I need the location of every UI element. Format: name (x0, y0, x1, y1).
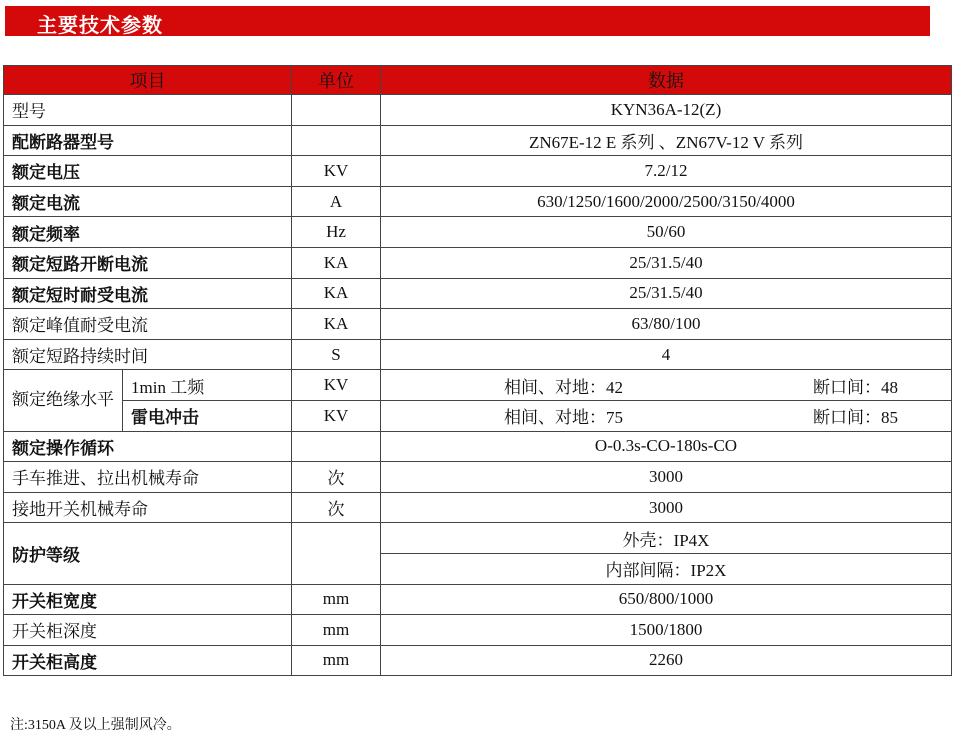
compartment-rating: 内部间隔：IP2X (381, 553, 952, 584)
insulation-item: 额定绝缘水平 (4, 370, 123, 431)
row-data: 50/60 (381, 217, 952, 248)
row-item: 额定电流 (4, 186, 292, 217)
row-item: 额定短路开断电流 (4, 247, 292, 278)
row-data: 2260 (381, 645, 952, 676)
row-item: 额定峰值耐受电流 (4, 309, 292, 340)
table-row (4, 645, 952, 676)
row-unit: Hz (292, 217, 381, 248)
insulation-sub-label: 1min 工频 (123, 370, 292, 401)
row-item: 型号 (4, 95, 292, 126)
row-unit (292, 95, 381, 126)
table-row (4, 156, 952, 187)
table-row (4, 247, 952, 278)
table-row (4, 278, 952, 309)
row-data: 1500/1800 (381, 615, 952, 646)
row-item: 额定短时耐受电流 (4, 278, 292, 309)
header-unit: 单位 (292, 66, 381, 95)
row-item: 手车推进、拉出机械寿命 (4, 462, 292, 493)
header-data: 数据 (381, 66, 952, 95)
table-row (4, 125, 952, 156)
row-item: 额定操作循环 (4, 431, 292, 462)
row-data: 4 (381, 339, 952, 370)
across-break-value: 断口间：48 (813, 377, 898, 397)
spec-table (3, 65, 952, 676)
protection-item: 防护等级 (4, 523, 292, 584)
row-data: 25/31.5/40 (381, 247, 952, 278)
table-row (4, 309, 952, 340)
row-item: 开关柜宽度 (4, 584, 292, 615)
table-row (4, 615, 952, 646)
table-row-insulation-1 (4, 370, 952, 401)
row-data (381, 400, 952, 431)
phase-to-earth-value: 相间、对地：75 (504, 408, 623, 428)
row-data: 630/1250/1600/2000/2500/3150/4000 (381, 186, 952, 217)
table-row (4, 339, 952, 370)
row-unit: 次 (292, 462, 381, 493)
section-title-banner (5, 6, 930, 36)
row-unit: KV (292, 370, 381, 401)
section-title: 主要技术参数 (37, 13, 163, 37)
table-row-insulation-2 (4, 400, 952, 431)
table-row (4, 462, 952, 493)
row-item: 额定短路持续时间 (4, 339, 292, 370)
row-data: 25/31.5/40 (381, 278, 952, 309)
row-data: 3000 (381, 462, 952, 493)
row-item: 额定电压 (4, 156, 292, 187)
row-item: 开关柜深度 (4, 615, 292, 646)
across-break-value: 断口间：85 (813, 408, 898, 428)
footnote: 注:3150A 及以上强制风冷。 (10, 718, 181, 733)
row-unit: mm (292, 645, 381, 676)
row-data: 7.2/12 (381, 156, 952, 187)
row-unit: KA (292, 309, 381, 340)
table-row (4, 492, 952, 523)
row-data: 650/800/1000 (381, 584, 952, 615)
row-data: ZN67E-12 E 系列 、ZN67V-12 V 系列 (381, 125, 952, 156)
table-row (4, 186, 952, 217)
row-unit: KA (292, 278, 381, 309)
header-item: 项目 (4, 66, 292, 95)
row-data (381, 370, 952, 401)
row-unit: A (292, 186, 381, 217)
table-header-row (4, 66, 952, 95)
row-item: 接地开关机械寿命 (4, 492, 292, 523)
row-data: 63/80/100 (381, 309, 952, 340)
row-item: 开关柜高度 (4, 645, 292, 676)
row-unit: KA (292, 247, 381, 278)
row-data: KYN36A-12(Z) (381, 95, 952, 126)
row-unit: S (292, 339, 381, 370)
insulation-sub-label: 雷电冲击 (123, 400, 292, 431)
row-unit (292, 431, 381, 462)
row-unit: 次 (292, 492, 381, 523)
table-row (4, 217, 952, 248)
row-unit: KV (292, 400, 381, 431)
enclosure-rating: 外壳：IP4X (381, 523, 952, 554)
row-unit (292, 523, 381, 584)
row-unit: mm (292, 615, 381, 646)
row-item: 配断路器型号 (4, 125, 292, 156)
row-data: O-0.3s-CO-180s-CO (381, 431, 952, 462)
row-unit (292, 125, 381, 156)
row-item: 额定频率 (4, 217, 292, 248)
table-row (4, 584, 952, 615)
row-unit: KV (292, 156, 381, 187)
table-row-protection-1 (4, 523, 952, 554)
row-unit: mm (292, 584, 381, 615)
phase-to-earth-value: 相间、对地：42 (504, 377, 623, 397)
table-row (4, 431, 952, 462)
table-row (4, 95, 952, 126)
row-data: 3000 (381, 492, 952, 523)
